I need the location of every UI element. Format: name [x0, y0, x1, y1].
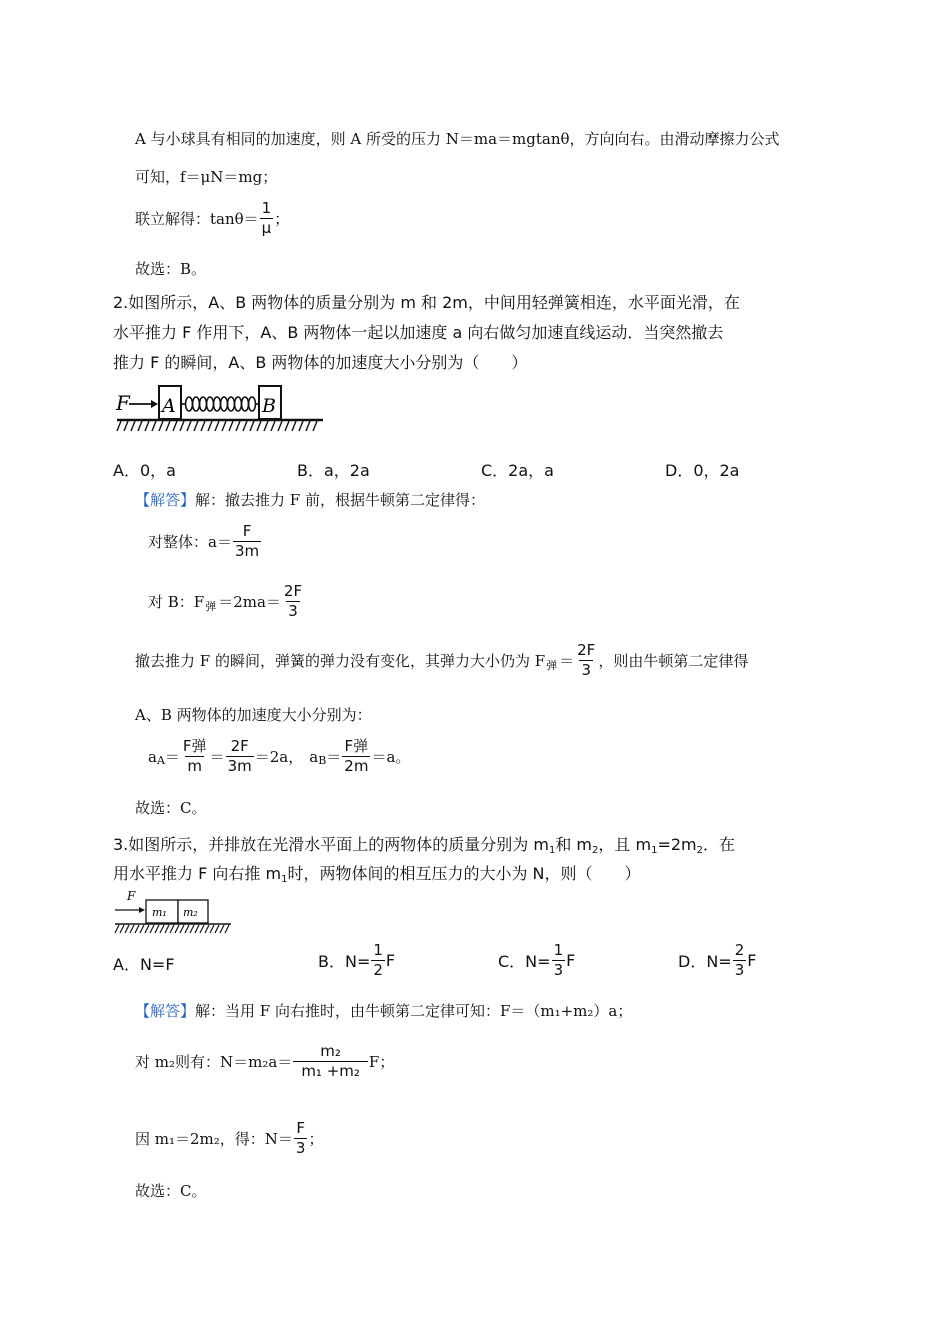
q2-aB-den: 2m — [344, 757, 369, 775]
q3-m2-frac — [293, 1043, 368, 1080]
q2-aA-eq1: ＝ — [164, 748, 180, 766]
q2-aA-tail: ＝2a， — [254, 748, 304, 766]
q2-b-mid: ＝2ma＝ — [218, 593, 281, 611]
q3-since-num: F — [296, 1119, 306, 1137]
q3-since-frac — [294, 1120, 308, 1157]
q3-option-a: A．N=F — [113, 955, 175, 974]
q2-aA-num1: F弹 — [182, 737, 207, 755]
q3-opt-d-suffix: F — [747, 951, 757, 970]
q3-stem-sub4: 2 — [696, 845, 703, 856]
q3-opt-d-prefix: D．N= — [678, 952, 732, 971]
q2-after-suffix: ，则由牛顿第二定律得 — [598, 652, 749, 670]
q3-since-prefix: 因 m₁＝2m₂，得：N＝ — [135, 1130, 293, 1148]
q3-solution-intro — [135, 1000, 632, 1021]
q2-whole-num: F — [242, 522, 252, 540]
q2-aB: a — [309, 747, 319, 766]
q2-answer: 故选：C。 — [135, 799, 207, 817]
q2-option-a: A．0，a — [113, 461, 176, 480]
q1-line-3 — [135, 200, 289, 237]
q1-solve-suffix: ； — [274, 210, 290, 228]
q2-acc-intro: A、B 两物体的加速度大小分别为： — [135, 706, 372, 724]
q3-since-eq — [135, 1120, 323, 1157]
q2-whole-prefix: 对整体：a＝ — [148, 533, 232, 551]
q3-opt-d-num: 2 — [734, 941, 745, 959]
q2-arrow-head — [151, 400, 158, 408]
q2-label-F: F — [116, 391, 130, 415]
q3-opt-c-prefix: C．N= — [498, 952, 551, 971]
q2-label-B: B — [262, 395, 276, 417]
q1-answer: 故选：B。 — [135, 260, 207, 278]
q3-stem-2-sub: 1 — [281, 874, 288, 885]
q3-stem-1e: ．在 — [703, 835, 736, 854]
q3-stem-2a: 用水平推力 F 向右推 m — [113, 864, 282, 883]
q3-option-b — [318, 942, 395, 979]
q3-option-c — [498, 942, 575, 979]
q3-ground-hatch — [115, 925, 229, 933]
q3-stem-line-1 — [113, 832, 735, 856]
q2-figure — [113, 380, 325, 436]
q3-m2-prefix: 对 m₂则有：N＝m₂a＝ — [135, 1053, 293, 1071]
q3-opt-c-suffix: F — [566, 951, 576, 970]
q2-aA-frac1 — [181, 738, 209, 775]
q3-answer-tag: 【解答】 — [135, 1002, 196, 1020]
q3-label-m2: m₂ — [183, 906, 198, 919]
q2-ground-hatch — [117, 421, 317, 431]
q2-aA-frac2 — [226, 738, 254, 775]
q2-aB-num: F弹 — [344, 737, 369, 755]
q3-stem-sub3: 1 — [651, 845, 658, 856]
q3-answer: 故选：C。 — [135, 1182, 207, 1200]
q3-since-den: 3 — [295, 1139, 306, 1157]
q3-m2-den: m₁ +m₂ — [293, 1061, 368, 1080]
q2-whole-eq — [148, 523, 262, 560]
q2-solution-intro — [135, 489, 485, 510]
q2-whole-den: 3m — [234, 542, 260, 560]
q2-aA: a — [148, 747, 157, 766]
q2-after-den: 3 — [581, 661, 591, 679]
q2-aA-sub: A — [156, 754, 165, 767]
q2-after-sub: 弹 — [546, 658, 558, 672]
q3-opt-b-den: 2 — [373, 961, 383, 979]
q3-stem-1d: =2m — [657, 835, 697, 854]
q1-line-1: A 与小球具有相同的加速度，则 A 所受的压力 N＝ma＝mgtanθ，方向向右。由滑动摩擦力公式 — [135, 130, 780, 148]
q2-spring — [181, 397, 259, 411]
q3-stem-1a: 3.如图所示，并排放在光滑水平面上的两物体的质量分别为 m — [113, 835, 549, 854]
q2-b-frac — [282, 583, 304, 620]
q2-aA-den1: m — [187, 757, 203, 775]
q3-opt-c-den: 3 — [553, 961, 564, 979]
q3-opt-b-frac — [371, 942, 385, 979]
q2-b-sub: 弹 — [205, 599, 217, 613]
q2-after-frac — [575, 642, 597, 679]
q3-opt-d-frac — [733, 942, 747, 979]
q3-m2-num: m₂ — [320, 1042, 341, 1060]
q2-after-prefix: 撤去推力 F 的瞬间，弹簧的弹力没有变化，其弹力大小仍为 F — [135, 652, 546, 670]
q2-after-num: 2F — [577, 641, 596, 659]
q1-frac-den: μ — [261, 219, 272, 237]
q2-after-eq-sign: ＝ — [559, 652, 575, 670]
q2-aA-den2: 3m — [227, 757, 252, 775]
q2-aB-frac — [342, 738, 370, 775]
q2-whole-frac — [233, 523, 261, 560]
q3-option-d — [678, 942, 756, 979]
q2-b-prefix: 对 B：F — [148, 593, 205, 611]
q1-line-2: 可知，f＝μN＝mg； — [135, 168, 278, 186]
q3-stem-line-2 — [113, 861, 641, 885]
q3-opt-c-num: 1 — [553, 941, 564, 959]
q3-m2-eq — [135, 1043, 394, 1080]
q3-arrow-head — [139, 907, 145, 913]
q2-answer-tag: 【解答】 — [135, 491, 196, 509]
q3-opt-d-den: 3 — [734, 961, 745, 979]
q3-opt-b-num: 1 — [373, 941, 383, 959]
q3-stem-sub2: 2 — [592, 845, 599, 856]
q1-solve-prefix: 联立解得：tanθ＝ — [135, 210, 259, 228]
q3-label-F: F — [127, 889, 136, 903]
q3-opt-b-suffix: F — [385, 951, 396, 970]
q2-label-A: A — [162, 395, 176, 417]
q2-b-num: 2F — [283, 582, 303, 600]
q2-option-b: B．a，2a — [297, 461, 370, 480]
q3-opt-c-frac — [552, 942, 566, 979]
q2-after-eq — [135, 642, 748, 679]
q2-option-d: D．0，2a — [665, 461, 740, 480]
q2-stem-line-3: 推力 F 的瞬间，A、B 两物体的加速度大小分别为（ ） — [113, 353, 528, 372]
q2-aB-tail: ＝a。 — [371, 748, 411, 766]
q2-option-c: C．2a，a — [481, 461, 554, 480]
q3-since-suffix: ； — [308, 1130, 324, 1148]
q2-aA-num2: 2F — [230, 737, 249, 755]
q3-opt-b-prefix: B．N= — [318, 952, 371, 971]
q3-intro-text: 解：当用 F 向右推时，由牛顿第二定律可知：F＝（m₁+m₂）a； — [195, 1002, 633, 1020]
q2-aA-eq2: ＝ — [209, 748, 225, 766]
q3-stem-1c: ，且 m — [598, 835, 652, 854]
q3-stem-sub1: 1 — [548, 845, 556, 856]
q2-stem-line-1: 2.如图所示，A、B 两物体的质量分别为 m 和 2m，中间用轻弹簧相连，水平面光滑，在 — [113, 293, 740, 312]
q2-b-den: 3 — [288, 602, 298, 620]
q2-b-eq — [148, 583, 305, 620]
q1-frac-num: 1 — [261, 199, 272, 217]
q3-stem-2b: 时，两物体间的相互压力的大小为 N，则（ ） — [287, 864, 641, 883]
q3-stem-1b: 和 m — [555, 835, 593, 854]
q3-figure — [113, 886, 235, 936]
q1-fraction — [260, 200, 274, 237]
q2-aB-sub: B — [318, 754, 327, 767]
q2-stem-line-2: 水平推力 F 作用下，A、B 两物体一起以加速度 a 向右做匀加速直线运动．当突然撤去 — [113, 323, 724, 342]
q2-aB-eq: ＝ — [326, 748, 342, 766]
q2-intro-text: 解：撤去推力 F 前，根据牛顿第二定律得： — [195, 491, 485, 509]
q2-acc-eq — [148, 738, 410, 775]
q3-label-m1: m₁ — [152, 906, 167, 919]
q3-m2-suffix: F； — [368, 1053, 395, 1071]
